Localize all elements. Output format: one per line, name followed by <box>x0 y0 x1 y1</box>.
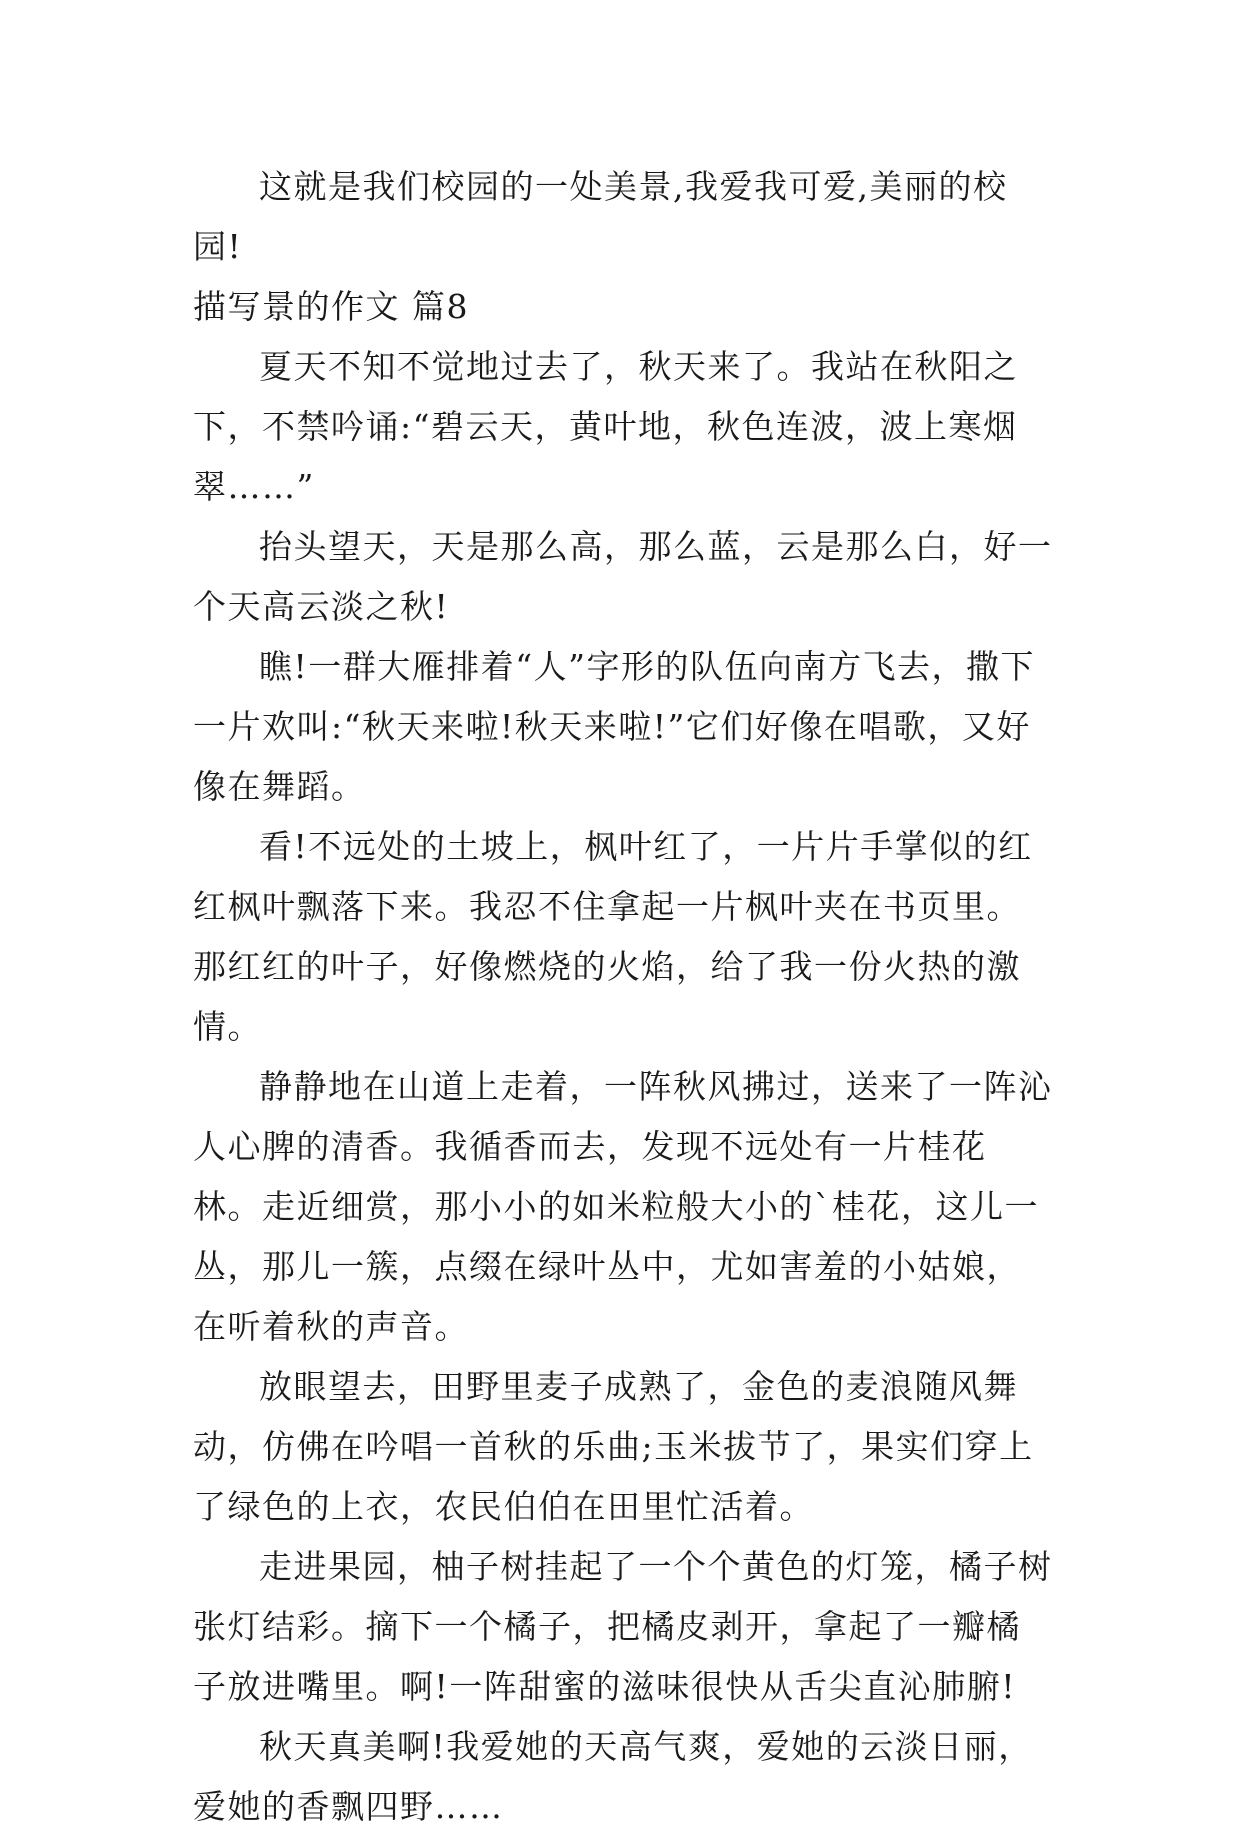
document-body <box>193 157 1053 1837</box>
paragraph-conclusion: 秋天真美啊!我爱她的天高气爽，爱她的云淡日丽，爱她的香飘四野…… <box>193 1727 1033 1826</box>
paragraph-maple: 看!不远处的土坡上，枫叶红了，一片片手掌似的红红枫叶飘落下来。我忍不住拿起一片枫叶夹在书页里。那红红的叶子，好像燃烧的火焰，给了我一份火热的激情。 <box>193 827 1033 1046</box>
paragraph-osmanthus: 静静地在山道上走着，一阵秋风拂过，送来了一阵沁人心脾的清香。我循香而去，发现不远处有一片桂花林。走近细赏，那小小的如米粒般大小的`桂花，这儿一丛，那儿一簇，点缀在绿叶丛中，尤如害羞的小姑娘，在听着秋的声音。 <box>193 1067 1053 1346</box>
paragraph-geese: 瞧!一群大雁排着“人”字形的队伍向南方飞去，撒下一片欢叫:“秋天来啦!秋天来啦!”它们好像在唱歌，又好像在舞蹈。 <box>193 647 1036 806</box>
section-heading: 描写景的作文 篇8 <box>193 287 469 326</box>
paragraph-intro-autumn: 夏天不知不觉地过去了，秋天来了。我站在秋阳之下，不禁吟诵:“碧云天，黄叶地，秋色连波，波上寒烟翠……” <box>193 347 1018 506</box>
paragraph-fields: 放眼望去，田野里麦子成熟了，金色的麦浪随风舞动，仿佛在吟唱一首秋的乐曲;玉米拔节了，果实们穿上了绿色的上衣，农民伯伯在田里忙活着。 <box>193 1367 1034 1526</box>
paragraph-closing-campus: 这就是我们校园的一处美景,我爱我可爱,美丽的校园! <box>193 167 1008 266</box>
paragraph-sky: 抬头望天，天是那么高，那么蓝，云是那么白，好一个天高云淡之秋! <box>193 527 1053 626</box>
paragraph-orchard: 走进果园，柚子树挂起了一个个黄色的灯笼，橘子树张灯结彩。摘下一个橘子，把橘皮剥开，拿起了一瓣橘子放进嘴里。啊!一阵甜蜜的滋味很快从舌尖直沁肺腑! <box>193 1547 1053 1706</box>
